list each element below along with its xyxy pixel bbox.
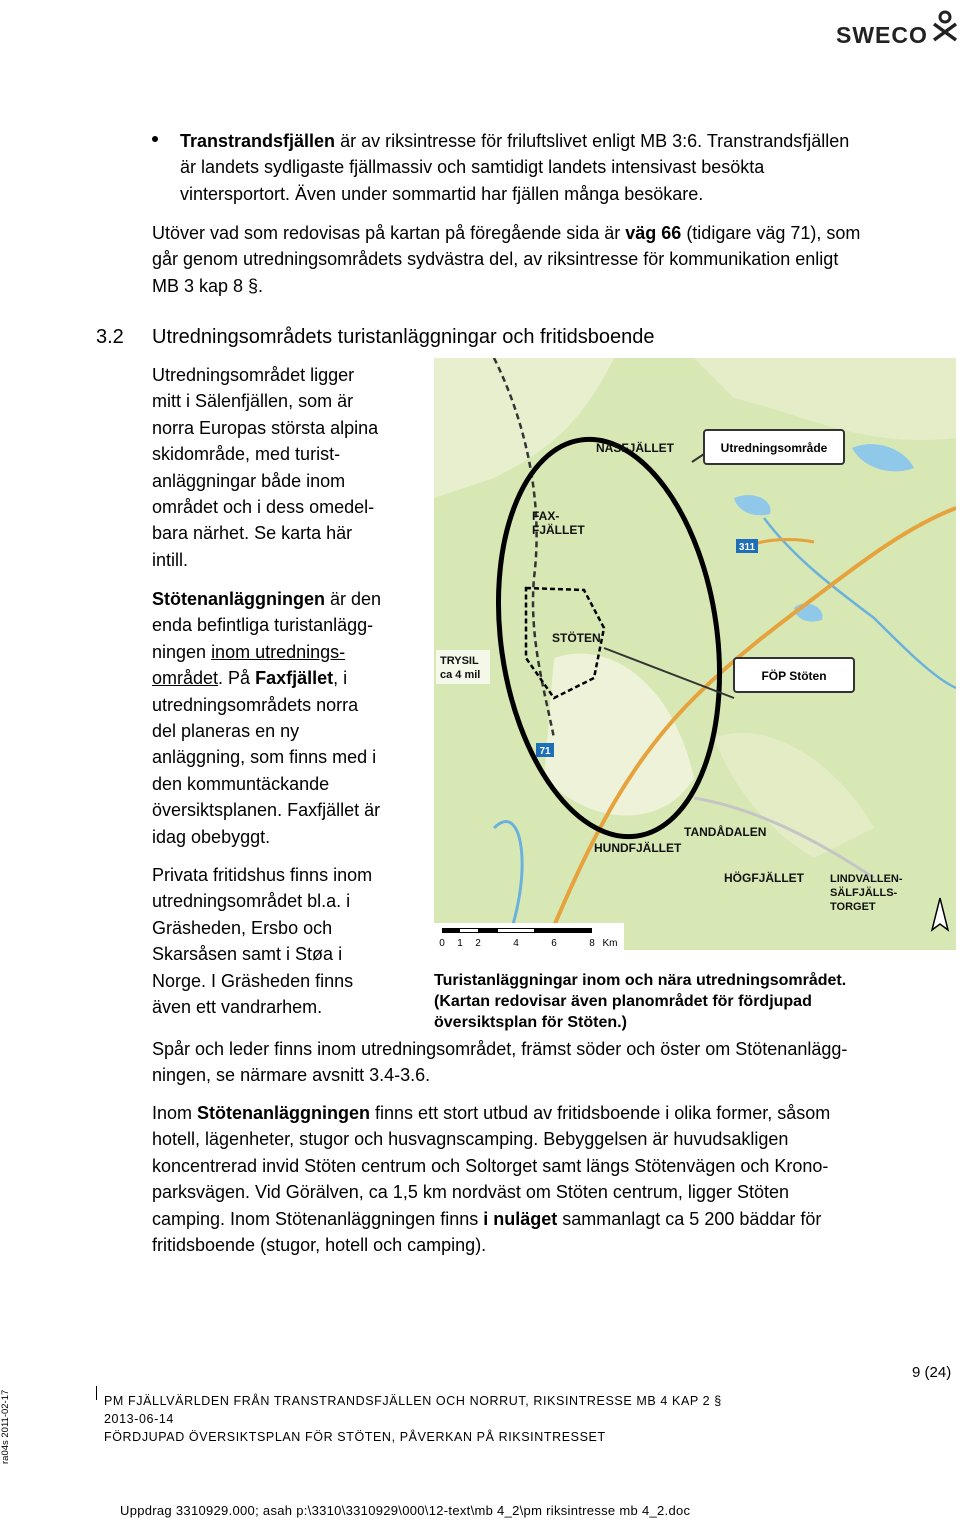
fop-label: FÖP Stöten [761, 669, 827, 683]
scale-tick-0: 0 [439, 938, 445, 949]
label-hogfjallet: HÖGFJÄLLET [724, 871, 804, 885]
label-nasfjallet: NÄSFJÄLLET [596, 441, 674, 455]
area-map [434, 358, 956, 950]
footer-divider [96, 1386, 100, 1400]
bullet-paragraph: Transtrandsfjällen är av riksintresse för friluftslivet enligt MB 3:6. Transtrandsfjällen är landets sydligaste fjällmassiv och samtidigt landets intensivast besökta vintersportort. Även under sommartid har fjällen många besökare. [180, 131, 850, 204]
label-lindvallen-2: SÄLFJÄLLS- [830, 887, 898, 899]
label-trysil: TRYSIL [440, 655, 479, 667]
road-paragraph: Utöver vad som redovisas på kartan på föregående sida är väg 66 (tidigare väg 71), som går genom utredningsområdets sydvästra del, av riksintresse för kommunikation enligt MB 3 kap 8 §. [152, 223, 861, 296]
section-title: Utredningsområdets turistanläggningar och fritidsboende [152, 326, 655, 348]
map-caption: Turistanläggningar inom och nära utredningsområdet. (Kartan redovisar även planområdet för fördjupad översiktsplan för Stöten.) [434, 972, 847, 1031]
file-path-line: Uppdrag 3310929.000; asah p:\3310\3310929\000\12-text\mb 4_2\pm riksintresse mb 4_2.doc [120, 1503, 691, 1518]
label-trysil-distance: ca 4 mil [440, 669, 481, 681]
scale-tick-2: 2 [475, 938, 481, 949]
road-shield-311-text: 311 [738, 542, 756, 553]
section-heading [96, 324, 655, 350]
label-lindvallen-1: LINDVALLEN- [830, 873, 903, 885]
scale-tick-4: 4 [513, 938, 519, 949]
label-tandadalen: TANDÅDALEN [684, 825, 767, 839]
left-column-private-homes: Privata fritidshus finns inom utredningsområdet bl.a. i Gräsheden, Ersbo och Skarsåsen samt i Støa i Norge. I Gräsheden finns även ett vandrarhem. [152, 865, 373, 1018]
scale-unit: Km [602, 938, 618, 949]
road-shield-71-text: 71 [539, 746, 551, 757]
bold-lead: Transtrandsfjällen [180, 131, 336, 151]
label-hundfjallet: HUNDFJÄLLET [594, 841, 682, 855]
sweco-logo [836, 10, 960, 50]
sweco-mark-icon [930, 10, 960, 42]
document-footer: PM FJÄLLVÄRLDEN FRÅN TRANSTRANDSFJÄLLEN OCH NORRUT, RIKSINTRESSE MB 4 KAP 2 § 2013-06-14 FÖRDJUPAD ÖVERSIKTSPLAN FÖR STÖTEN, PÅVERKAN PÅ RIKSINTRESSET [104, 1394, 722, 1444]
label-faxfjallet-2: FJÄLLET [532, 523, 585, 537]
logo-text: SWECO [836, 22, 928, 48]
accommodation-paragraph: Inom Stötenanläggningen finns ett stort utbud av fritidsboende i olika former, såsom hotell, lägenheter, stugor och husvagnscamping. Bebyggelsen är huvudsakligen koncentrerad invid Stöten centrum och Soltorget samt längs Stötenvägen och Krono- parksvägen. Vid Görälven, ca 1,5 km nordväst om Stöten centrum, ligger Stöten camping. Inom Stötenanläggningen finns i nuläget sammanlagt ca 5 200 bäddar för fritidsboende (stugor, hotell och camping). [152, 1103, 831, 1256]
label-stoten: STÖTEN [552, 631, 601, 645]
scale-seg [460, 929, 478, 932]
label-faxfjallet-1: FAX- [532, 509, 560, 523]
page-number: 9 (24) [912, 1364, 952, 1381]
left-column-stoten: Stötenanläggningen är den enda befintliga turistanlägg- ningen inom utrednings- området. På Faxfjället, i utredningsområdets norra del planeras en ny anläggning, som finns med i den kommuntäckande översiktsplanen. Faxfjället är idag obebyggt. [152, 589, 382, 847]
utredningsomrade-label: Utredningsområde [720, 441, 828, 455]
label-lindvallen-3: TORGET [830, 901, 876, 913]
template-code: ra04s 2011-02-17 [0, 1389, 11, 1464]
scale-tick-6: 6 [551, 938, 557, 949]
left-column-intro: Utredningsområdet ligger mitt i Sälenfjällen, som är norra Europas största alpina skidområde, med turist- anläggningar både inom området och i dess omedel- bara närhet. Se karta här intill. [152, 365, 379, 570]
trails-paragraph: Spår och leder finns inom utredningsområdet, främst söder och öster om Stötenanlägg- ningen, se närmare avsnitt 3.4-3.6. [152, 1039, 848, 1086]
section-number: 3.2 [96, 326, 124, 348]
scale-tick-8: 8 [589, 938, 595, 949]
scale-seg-2 [498, 929, 534, 932]
bullet-dot [152, 136, 158, 142]
scale-tick-1: 1 [457, 938, 463, 949]
